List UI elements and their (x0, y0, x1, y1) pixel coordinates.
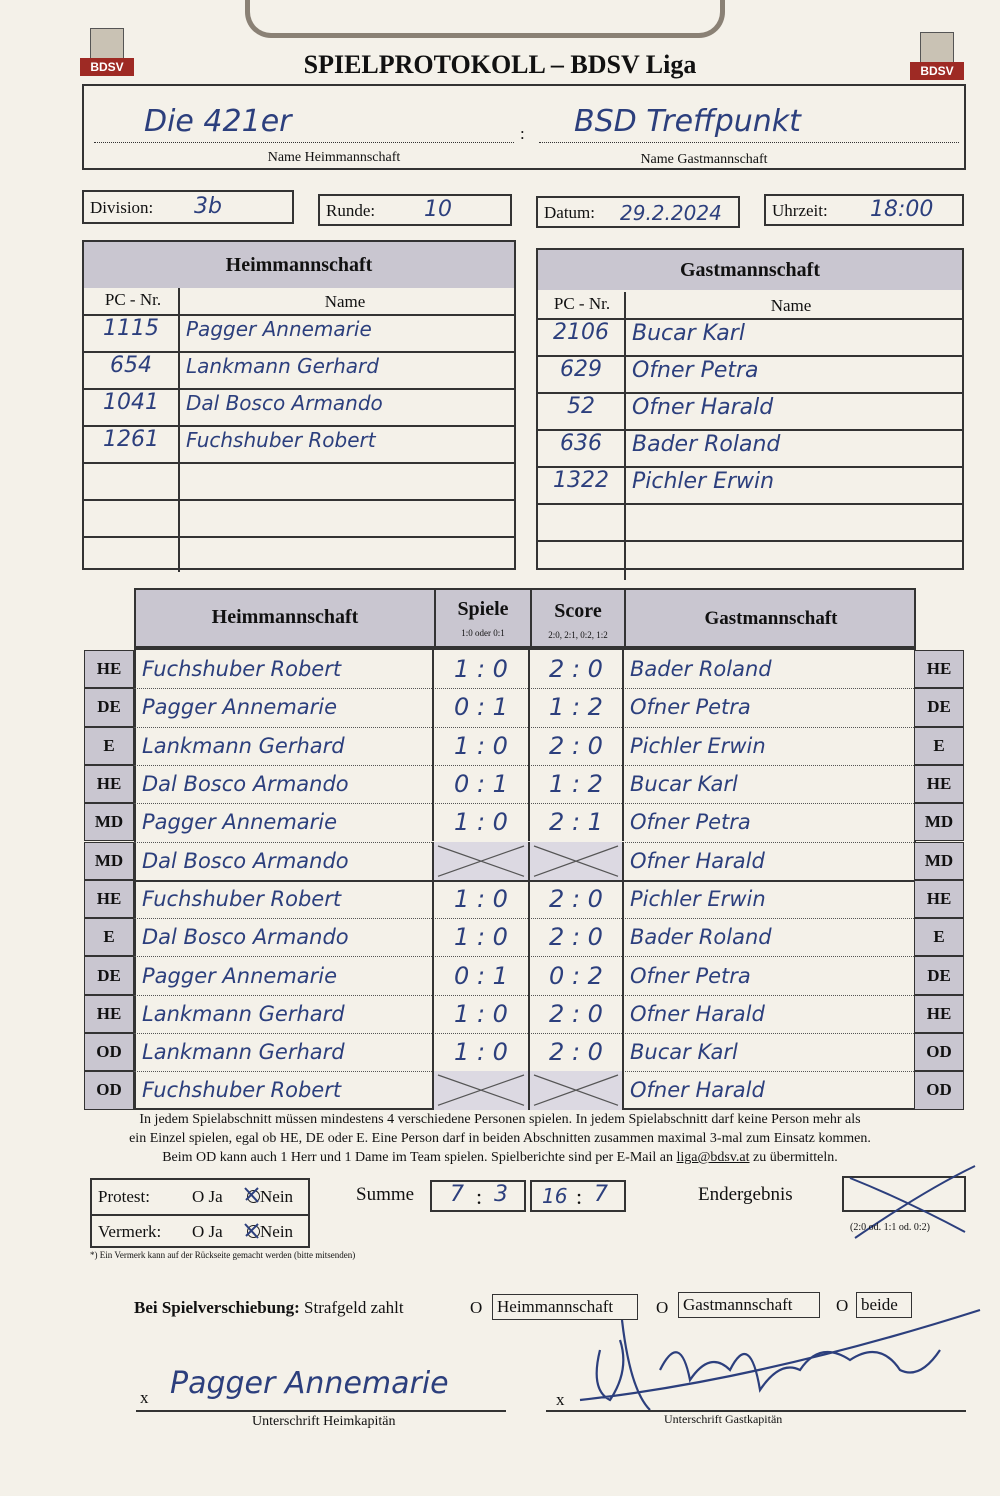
games-header: Spiele (457, 598, 509, 620)
match-type-code-left: DE (84, 956, 134, 994)
postpone-both-option[interactable]: beide (856, 1292, 912, 1318)
guest-roster-table (536, 248, 964, 570)
row-divider (538, 540, 962, 542)
guest-pc-number: 629 (560, 357, 602, 382)
match-type-code-left: E (84, 918, 134, 956)
match-row (134, 995, 916, 1033)
page-title: SPIELPROTOKOLL – BDSV Liga (303, 50, 697, 79)
sum-score-home: 16 (542, 1184, 568, 1208)
guest-pc-number: 52 (567, 394, 595, 419)
match-guest-player: Ofner Petra (630, 810, 751, 835)
match-guest-player: Pichler Erwin (630, 733, 766, 758)
email-link[interactable]: liga@bdsv.at (676, 1150, 750, 1165)
home-pc-header: PC - Nr. (104, 290, 162, 309)
postpone-guest-option[interactable]: Gastmannschaft (678, 1292, 820, 1318)
division-field (82, 190, 294, 224)
match-type-code-left: OD (84, 1071, 134, 1109)
match-games-result: 1 : 0 (454, 731, 508, 760)
row-divider (84, 499, 514, 501)
match-row (134, 688, 916, 726)
row-divider (84, 462, 514, 464)
guest-player-name: Pichler Erwin (632, 469, 775, 494)
match-guest-player: Bucar Karl (630, 772, 738, 797)
match-score-result: 0 : 2 (549, 961, 603, 990)
column-divider (528, 765, 530, 803)
column-divider (622, 1071, 624, 1109)
home-roster-table (82, 240, 516, 570)
column-divider (432, 956, 434, 994)
match-type-code-left: HE (84, 995, 134, 1033)
void-cell-cross-icon (530, 842, 622, 880)
match-guest-player: Bucar Karl (630, 1040, 738, 1065)
match-row (134, 803, 916, 841)
match-type-code-right: OD (914, 1071, 964, 1109)
guest-team-line (539, 142, 959, 144)
home-player-name: Fuchshuber Robert (186, 428, 376, 452)
postpone-both-radio[interactable]: O (836, 1296, 849, 1315)
match-row (134, 880, 916, 918)
column-divider (432, 688, 434, 726)
column-divider (432, 803, 434, 841)
sum-games-home: 7 (450, 1182, 464, 1207)
match-home-player: Lankmann Gerhard (142, 733, 345, 758)
home-pc-number: 1041 (103, 390, 159, 415)
column-divider (528, 880, 530, 918)
date-label: Datum: (544, 203, 595, 222)
column-divider (622, 956, 624, 994)
column-divider (622, 880, 624, 918)
row-divider (538, 503, 962, 505)
match-home-header: Heimmannschaft (211, 606, 359, 628)
protest-vermerk-box (90, 1178, 310, 1248)
void-cell-cross-icon (434, 1071, 528, 1109)
match-games-result: 1 : 0 (454, 884, 508, 913)
vermerk-label: Vermerk: (98, 1222, 162, 1241)
column-divider (622, 995, 624, 1033)
division-value: 3b (194, 194, 222, 219)
logo-text: BDSV (910, 62, 964, 80)
column-divider (432, 1033, 434, 1071)
vermerk-nein-label: Nein (260, 1222, 294, 1241)
home-roster-title: Heimmannschaft (84, 242, 514, 288)
match-row (134, 1071, 916, 1109)
column-divider (622, 765, 624, 803)
column-divider (622, 1033, 624, 1071)
match-type-code-left: HE (84, 765, 134, 803)
postpone-home-radio[interactable]: O (470, 1298, 483, 1317)
vermerk-ja[interactable]: O Ja (192, 1222, 223, 1241)
match-type-code-right: MD (914, 803, 964, 841)
guest-pc-number: 1322 (553, 468, 609, 493)
guest-player-name: Ofner Harald (632, 395, 774, 420)
match-row (134, 650, 916, 688)
column-divider (528, 1033, 530, 1071)
row-divider (84, 536, 514, 538)
home-player-name: Pagger Annemarie (186, 317, 372, 341)
column-divider (622, 650, 624, 688)
column-divider (528, 918, 530, 956)
match-type-code-left: MD (84, 842, 134, 880)
sum-score-box (530, 1180, 626, 1212)
column-divider (528, 956, 530, 994)
round-value: 10 (424, 197, 452, 222)
column-divider (432, 918, 434, 956)
match-guest-player: Bader Roland (630, 925, 772, 950)
games-subheader: 1:0 oder 0:1 (461, 628, 505, 638)
match-home-player: Pagger Annemarie (142, 963, 338, 988)
home-captain-signature: Pagger Annemarie (170, 1366, 449, 1401)
time-value: 18:00 (870, 197, 934, 222)
match-home-player: Lankmann Gerhard (142, 1040, 345, 1065)
vermerk-footnote: *) Ein Vermerk kann auf der Rückseite gemacht werden (bitte mitsenden) (90, 1250, 356, 1260)
clipboard-clip (245, 0, 725, 38)
match-row (134, 842, 916, 880)
column-divider (624, 292, 626, 580)
sum-score-colon: : (576, 1184, 583, 1209)
column-divider (432, 727, 434, 765)
score-subheader: 2:0, 2:1, 0:2, 1:2 (548, 630, 608, 640)
guest-team-name: BSD Treffpunkt (574, 104, 801, 139)
teams-box (82, 84, 966, 170)
void-cell-cross-icon (530, 1071, 622, 1109)
match-games-result: 1 : 0 (454, 655, 508, 684)
guest-team-label: Name Gastmannschaft (640, 152, 768, 167)
protest-ja[interactable]: O Ja (192, 1187, 223, 1206)
match-games-result: 1 : 0 (454, 808, 508, 837)
postpone-text: Strafgeld zahlt (304, 1298, 404, 1317)
guest-player-name: Ofner Petra (632, 358, 759, 383)
date-value: 29.2.2024 (620, 201, 722, 225)
match-home-player: Fuchshuber Robert (142, 657, 342, 682)
round-label: Runde: (326, 201, 376, 220)
time-field (764, 194, 964, 226)
home-team-line (94, 142, 514, 144)
column-divider (432, 880, 434, 918)
match-score-result: 2 : 0 (549, 1038, 603, 1067)
match-score-result: 2 : 0 (549, 923, 603, 952)
match-home-player: Fuchshuber Robert (142, 1078, 342, 1103)
home-player-name: Lankmann Gerhard (186, 354, 379, 378)
postpone-guest-radio[interactable]: O (656, 1298, 669, 1317)
match-games-result: 0 : 1 (454, 961, 508, 990)
match-type-code-left: E (84, 727, 134, 765)
sum-games-colon: : (476, 1184, 483, 1209)
match-guest-player: Ofner Petra (630, 963, 751, 988)
match-type-code-right: OD (914, 1033, 964, 1071)
home-name-header: Name (324, 292, 366, 311)
match-guest-player: Ofner Petra (630, 695, 751, 720)
match-score-result: 2 : 0 (549, 731, 603, 760)
match-type-code-right: HE (914, 650, 964, 688)
column-divider (622, 918, 624, 956)
match-home-player: Dal Bosco Armando (142, 925, 349, 950)
postpone-home-option[interactable]: Heimmannschaft (492, 1294, 638, 1320)
column-divider (432, 650, 434, 688)
sum-score-guest: 7 (594, 1182, 608, 1207)
home-team-label: Name Heimmannschaft (267, 150, 401, 165)
match-home-player: Pagger Annemarie (142, 695, 338, 720)
match-home-player: Pagger Annemarie (142, 810, 338, 835)
match-score-result: 2 : 0 (549, 655, 603, 684)
column-divider (528, 650, 530, 688)
home-pc-number: 1261 (103, 427, 159, 452)
match-type-code-left: DE (84, 688, 134, 726)
rules-line-2: ein Einzel spielen, egal ob HE, DE oder E. Eine Person darf in beiden Abschnitten zusammen maximal 3-mal zum Einsatz kommen. (129, 1131, 871, 1146)
match-guest-header: Gastmannschaft (704, 608, 838, 629)
column-divider (622, 803, 624, 841)
home-pc-number: 1115 (103, 316, 159, 341)
rules-text (60, 1110, 940, 1167)
match-row (134, 918, 916, 956)
logo-text: BDSV (80, 58, 134, 76)
match-games-result: 0 : 1 (454, 693, 508, 722)
column-divider (178, 288, 180, 572)
match-guest-player: Pichler Erwin (630, 886, 766, 911)
match-type-code-left: MD (84, 803, 134, 841)
guest-pc-header: PC - Nr. (553, 294, 611, 313)
match-score-result: 1 : 2 (549, 770, 603, 799)
postpone-label: Bei Spielverschiebung: (134, 1298, 300, 1317)
match-type-code-right: MD (914, 842, 964, 880)
guest-name-header: Name (770, 296, 812, 315)
score-header: Score (554, 600, 602, 622)
column-divider (622, 842, 624, 880)
column-divider (528, 727, 530, 765)
match-type-code-left: HE (84, 650, 134, 688)
end-result-hint: (2:0 od. 1:1 od. 0:2) (850, 1222, 930, 1233)
guest-sign-label: Unterschrift Gastkapitän (664, 1412, 783, 1426)
match-games-result: 1 : 0 (454, 923, 508, 952)
rules-line-3 (60, 1148, 940, 1167)
void-cell-cross-icon (434, 842, 528, 880)
teams-separator: : (520, 124, 525, 143)
match-guest-player: Ofner Harald (630, 1001, 765, 1026)
match-score-result: 1 : 2 (549, 693, 603, 722)
rules-line-3-text: Beim OD kann auch 1 Herr und 1 Dame im Team spielen. Spielberichte sind per E-Mail an (162, 1150, 677, 1165)
date-field (536, 196, 740, 228)
match-home-player: Fuchshuber Robert (142, 886, 342, 911)
divider (92, 1214, 308, 1216)
match-type-code-left: OD (84, 1033, 134, 1071)
match-row (134, 727, 916, 765)
column-divider (432, 765, 434, 803)
rules-line-1: In jedem Spielabschnitt müssen mindestens 4 verschiedene Personen spielen. In jedem Spielabschnitt darf keine Person mehr als (139, 1112, 861, 1127)
column-divider (622, 688, 624, 726)
guest-sign-x: x (556, 1390, 565, 1409)
postpone-row (134, 1298, 404, 1318)
match-home-player: Dal Bosco Armando (142, 772, 349, 797)
guest-pc-number: 636 (560, 431, 602, 456)
home-sign-label: Unterschrift Heimkapitän (252, 1414, 396, 1429)
guest-player-name: Bader Roland (632, 432, 781, 457)
end-result-label: Endergebnis (698, 1184, 793, 1205)
column-divider (528, 803, 530, 841)
division-label: Division: (90, 198, 154, 217)
guest-pc-number: 2106 (553, 320, 609, 345)
match-type-code-right: E (914, 918, 964, 956)
home-sign-line (136, 1410, 506, 1412)
protest-nein-label: Nein (260, 1187, 294, 1206)
time-label: Uhrzeit: (772, 201, 828, 220)
match-score-result: 2 : 0 (549, 999, 603, 1028)
column-divider (528, 995, 530, 1033)
match-row (134, 1033, 916, 1071)
guest-roster-title: Gastmannschaft (538, 250, 962, 290)
match-type-code-right: HE (914, 880, 964, 918)
column-divider (528, 688, 530, 726)
match-guest-player: Bader Roland (630, 657, 772, 682)
match-score-result: 2 : 0 (549, 884, 603, 913)
sum-games-guest: 3 (494, 1182, 508, 1207)
match-table-header (134, 588, 916, 648)
home-team-name: Die 421er (144, 104, 292, 139)
match-home-player: Dal Bosco Armando (142, 848, 349, 873)
home-sign-x: x (140, 1388, 149, 1407)
match-score-result: 2 : 1 (549, 808, 603, 837)
column-divider (622, 727, 624, 765)
match-type-code-left: HE (84, 880, 134, 918)
match-type-code-right: DE (914, 688, 964, 726)
protest-label: Protest: (98, 1187, 150, 1206)
rules-line-3-end: zu übermitteln. (749, 1150, 838, 1165)
round-field (318, 194, 512, 226)
home-player-name: Dal Bosco Armando (186, 391, 383, 415)
column-divider (432, 995, 434, 1033)
match-type-code-right: DE (914, 956, 964, 994)
home-pc-number: 654 (110, 353, 152, 378)
match-games-result: 1 : 0 (454, 1038, 508, 1067)
match-row (134, 956, 916, 994)
match-row (134, 765, 916, 803)
match-type-code-right: HE (914, 765, 964, 803)
guest-player-name: Bucar Karl (632, 321, 745, 346)
sum-games-box (430, 1180, 526, 1212)
match-home-player: Lankmann Gerhard (142, 1001, 345, 1026)
match-guest-player: Ofner Harald (630, 1078, 765, 1103)
match-games-result: 0 : 1 (454, 770, 508, 799)
sum-label: Summe (356, 1184, 415, 1205)
match-games-result: 1 : 0 (454, 999, 508, 1028)
match-type-code-right: HE (914, 995, 964, 1033)
match-guest-player: Ofner Harald (630, 848, 765, 873)
checkmark-icon (240, 1180, 270, 1246)
match-type-code-right: E (914, 727, 964, 765)
